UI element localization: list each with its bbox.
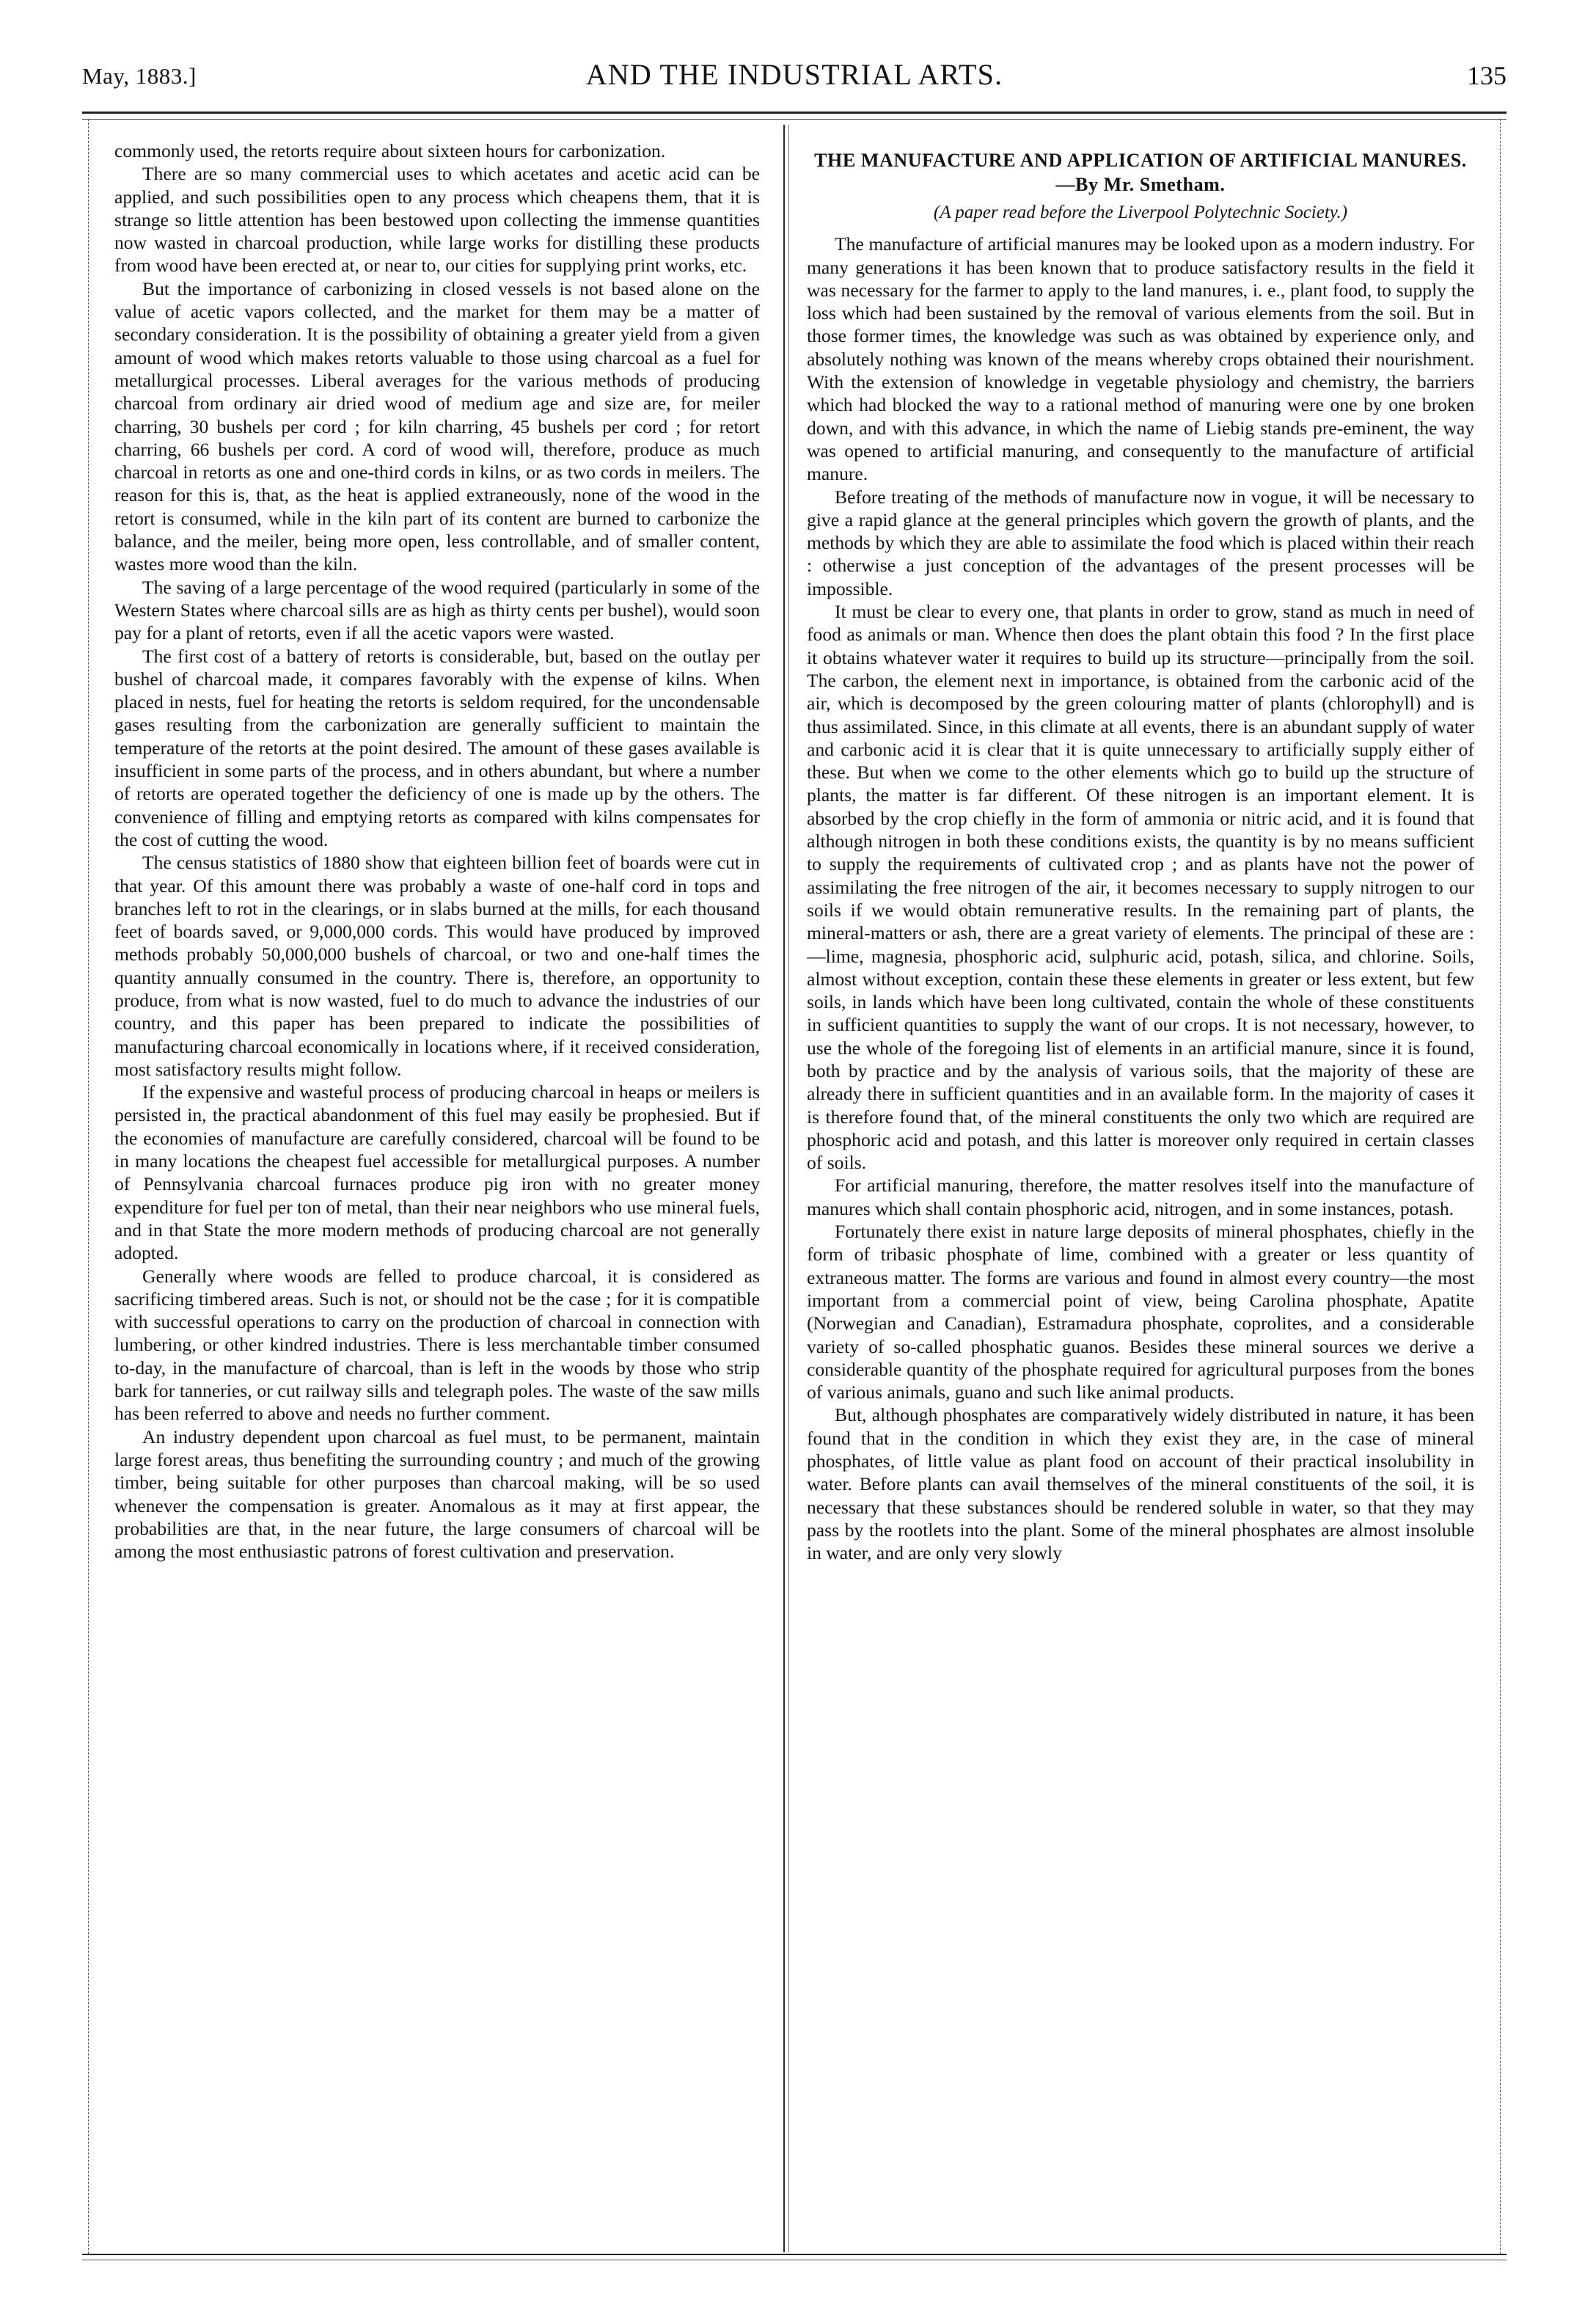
paragraph: Before treating of the methods of manufacture now in vogue, it will be necessary to give a rapid glance at the general principles which govern the growth of plants, and the methods by which they are able to assimilate the food which is placed within their reach : otherwise a just conception of the advantages of the present processes will be impossible. (807, 486, 1474, 599)
paragraph: Fortunately there exist in nature large deposits of mineral phosphates, chiefly in the form of tribasic phosphate of lime, combined with a greater or less quantity of extraneous matter. The forms are various and found in almost every country—the most important from a commercial point of view, being Carolina phosphate, Apatite (Norwegian and Canadian), Estramadura phosphate, coprolites, and a considerable variety of so-called phosphatic guanos. Besides these mineral sources we derive a considerable quantity of the phosphate required for agricultural purposes from the bones of various animals, guano and such like animal products. (807, 1221, 1474, 1403)
paragraph: But, although phosphates are comparatively widely distributed in nature, it has been found that in the condition in which they exist they are, in the case of mineral phosphates, of little value as plant food on account of their practical insolubility in water. Before plants can avail themselves of the mineral constituents of the soil, it is necessary that these substances should be rendered soluble in water, so that they may pass by the rootlets into the plant. Some of the mineral phosphates are almost insoluble in water, and are only very slowly (807, 1404, 1474, 1564)
article-source: (A paper read before the Liverpool Polytechnic Society.) (933, 202, 1348, 222)
top-rule (82, 112, 1507, 114)
paragraph: For artificial manuring, therefore, the matter resolves itself into the manufacture of manures which shall contain phosphoric acid, nitrogen, and in some instances, potash. (807, 1175, 1474, 1219)
paragraph: commonly used, the retorts require about sixteen hours for carbonization. (114, 140, 666, 161)
left-border (88, 119, 89, 2254)
paragraph: The saving of a large percentage of the wood required (particularly in some of the Western States where charcoal sills are as high as thirty cents per bushel), would soon pay for a plant of retorts, even if all the acetic vapors were wasted. (114, 576, 760, 644)
column-separator-inner (788, 125, 789, 2252)
page-number: 135 (1467, 61, 1507, 90)
paragraph: If the expensive and wasteful process of producing charcoal in heaps or meilers is persisted in, the practical abandonment of this fuel may easily be prophesied. But if the economies of manufacture are carefully considered, charcoal will be found to be in many locations the cheapest fuel accessible for metallurgical purposes. A number of Pennsylvania charcoal furnaces produce pig iron with no greater money expenditure for fuel per ton of metal, than their near neighbors who use mineral fuels, and in that State the more modern methods of producing charcoal are not generally adopted. (114, 1081, 760, 1264)
bottom-rule (82, 2254, 1507, 2255)
top-rule-inner (82, 119, 1507, 120)
paragraph: But the importance of carbonizing in closed vessels is not based alone on the value of acetic vapors collected, and the market for them may be a matter of secondary consideration. It is the possibility of obtaining a greater yield from a given amount of wood which makes retorts valuable to those using charcoal as a fuel for metallurgical processes. Liberal averages for the various methods of producing charcoal from ordinary air dried wood of medium age and size are, for meiler charring, 30 bushels per cord ; for kiln charring, 45 bushels per cord ; for retort charring, 66 bushels per cord. A cord of wood will, therefore, produce as much charcoal in retorts as one and one-third cords in kilns, or as two cords in meilers. The reason for this is, that, as the heat is applied extraneously, none of the wood in the retort is consumed, while in the kiln part of its content are burned to carbonize the balance, and the meiler, being more open, less controllable, and of smaller content, wastes more wood than the kiln. (114, 277, 760, 575)
paragraph: The manufacture of artificial manures may be looked upon as a modern industry. For many generations it has been known that to produce satisfactory results in the field it was necessary for the farmer to apply to the land manures, i. e., plant food, to supply the loss which had been sustained by the removal of various elements from the soil. But in those former times, the knowledge was such as was obtained by experience only, and absolutely nothing was known of the means whereby crops obtained their nourishment. With the extension of knowledge in vegetable physiology and chemistry, the barriers which had blocked the way to a rational method of manuring were one by one broken down, and with this advance, in which the name of Liebig stands pre-eminent, the way was opened to artificial manuring, and consequently to the manufacture of artificial manure. (807, 233, 1474, 485)
paragraph: An industry dependent upon charcoal as fuel must, to be permanent, maintain large forest areas, thus benefiting the surrounding country ; and much of the growing timber, being suitable for other purposes than charcoal making, will be so used whenever the compensation is greater. Anomalous as it may at first appear, the probabilities are that, in the near future, the large consumers of charcoal will be among the most enthusiastic patrons of forest cultivation and preservation. (114, 1425, 760, 1563)
paragraph: Generally where woods are felled to produce charcoal, it is considered as sacrificing timbered areas. Such is not, or should not be the case ; for it is compatible with successful operations to carry on the production of charcoal in connection with lumbering, or other kindred industries. There is less merchantable timber consumed to-day, in the manufacture of charcoal, than is left in the woods by those who strip bark for tanneries, or cut railway sills and telegraph poles. The waste of the saw mills has been referred to above and needs no further comment. (114, 1265, 760, 1425)
paragraph: There are so many commercial uses to which acetates and acetic acid can be applied, and such possibilities open to any process which cheapens them, that it is strange so little attention has been bestowed upon collecting the immense quantities now wasted in charcoal production, while large works for distilling these products from wood have been erected at, or near to, our cities for supplying print works, etc. (114, 163, 760, 277)
running-head (82, 54, 1507, 98)
paragraph: The census statistics of 1880 show that eighteen billion feet of boards were cut in that year. Of this amount there was probably a waste of one-half cord in tops and branches left to rot in the clearings, or in slabs burned at the mills, for each thousand feet of boards saved, or 9,000,000 cords. This would have produced by improved methods probably 50,000,000 bushels of charcoal, or two and one-half times the quantity annually consumed in the country. There is, therefore, an opportunity to produce, from what is now wasted, fuel to do much to advance the industries of our country, and this paper has been prepared to indicate the possibilities of manufacturing charcoal economically in locations where, if it received consideration, most satisfactory results might follow. (114, 852, 760, 1080)
issue-date: May, 1883.] (82, 63, 197, 89)
article-title: THE MANUFACTURE AND APPLICATION OF ARTIFICIAL MANURES.—By Mr. Smetham. (814, 150, 1467, 195)
journal-title: AND THE INDUSTRIAL ARTS. (585, 58, 1003, 91)
right-border (1500, 119, 1501, 2254)
right-column (807, 139, 1474, 2245)
paragraph: The first cost of a battery of retorts is considerable, but, based on the outlay per bushel of charcoal made, it compares favorably with the expense of kilns. When placed in nests, fuel for heating the retorts is seldom required, for the uncondensable gases resulting from the carbonization are generally sufficient to maintain the temperature of the retorts at the point desired. The amount of these gases available is insufficient in some parts of the process, and in others abundant, but where a number of retorts are operated together the deficiency of one is made up by the others. The convenience of filling and emptying retorts as compared with kilns compensates for the cost of cutting the wood. (114, 645, 760, 850)
left-column (114, 139, 760, 2245)
column-separator (783, 125, 785, 2252)
paragraph: It must be clear to every one, that plants in order to grow, stand as much in need of food as animals or man. Whence then does the plant obtain this food ? In the first place it obtains whatever water it requires to build up its structure—principally from the soil. The carbon, the element next in importance, is obtained from the carbonic acid of the air, which is decomposed by the green colouring matter of plants (chlorophyll) and is thus assimilated. Since, in this climate at all events, there is an abundant supply of water and carbonic acid it is clear that it is quite unnecessary to artificially supply either of these. But when we come to the other elements which go to build up the structure of plants, the matter is far different. Of these nitrogen is an important element. It is absorbed by the crop chiefly in the form of ammonia or nitric acid, and it is found that although nitrogen in both these conditions exists, the quantity is by no means sufficient to supply the requirements of cultivated crop ; and as plants have not the power of assimilating the free nitrogen of the air, it becomes necessary to supply nitrogen to our soils if we would obtain remunerative results. In the remaining part of plants, the mineral-matters or ash, there are a great variety of elements. The principal of these are :—lime, magnesia, phosphoric acid, sulphuric acid, potash, silica, and chlorine. Soils, almost without exception, contain these these elements in greater or less extent, but few soils, in lands which have been long cultivated, contain the whole of these constituents in sufficient quantities to supply the want of our crops. It is not necessary, however, to use the whole of the foregoing list of elements in an artificial manure, since it is found, both by practice and by the analysis of various soils, that the majority of these are already there in sufficient quantities and in an available form. In the majority of cases it is therefore found that, of the mineral constituents the only two which are required are phosphoric acid and potash, and this latter is moreover only required in certain classes of soils. (807, 601, 1474, 1174)
